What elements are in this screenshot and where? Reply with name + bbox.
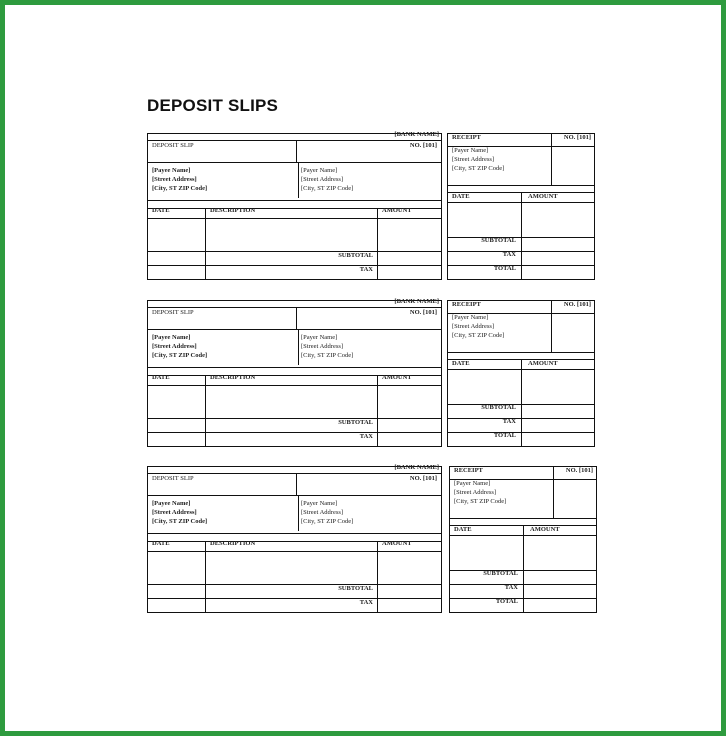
rule [298,162,299,198]
receipt-street: [Street Address] [452,323,495,330]
rule [448,404,594,405]
rule [553,467,554,518]
rule [148,432,441,433]
receipt-total-label: TOTAL [493,432,516,439]
rule [377,208,378,280]
rule [205,541,206,613]
bank-name: [BANK NAME] [394,131,439,138]
rule [448,251,594,252]
subtotal-label: SUBTOTAL [338,585,373,592]
slip-number: NO. [101] [409,142,437,149]
rule [148,329,441,330]
deposit-slip [147,133,442,280]
receipt-street: [Street Address] [454,489,497,496]
rule [448,185,594,186]
receipt-col-amount: AMOUNT [528,360,558,367]
rule [148,367,441,368]
receipt-payer-name: [Payer Name] [452,314,489,321]
receipt [449,466,597,613]
payee-name: [Payee Name] [152,167,191,174]
receipt-tax-label: TAX [502,251,516,258]
rule [448,352,594,353]
slip-label: DEPOSIT SLIP [152,475,194,482]
receipt-payer-name: [Payer Name] [454,480,491,487]
slip-number: NO. [101] [409,475,437,482]
payee-street: [Street Address] [152,509,197,516]
rule [521,359,522,447]
payer-name: [Payer Name] [301,167,338,174]
rule [298,329,299,365]
receipt-city: [City, ST ZIP Code] [452,165,505,172]
receipt-subtotal-label: SUBTOTAL [481,404,516,411]
receipt-label: RECEIPT [452,301,481,308]
rule [523,525,524,613]
rule [448,237,594,238]
receipt-col-date: DATE [452,193,470,200]
rule [450,598,596,599]
payer-name: [Payer Name] [301,334,338,341]
rule [148,218,441,219]
rule [148,598,441,599]
rule [148,584,441,585]
col-amount: AMOUNT [382,540,412,547]
tax-label: TAX [359,266,373,273]
rule [551,301,552,352]
rule [551,134,552,185]
receipt-col-amount: AMOUNT [528,193,558,200]
deposit-slip-row [147,300,599,450]
col-description: DESCRIPTION [210,374,256,381]
receipt-col-date: DATE [454,526,472,533]
receipt-city: [City, ST ZIP Code] [454,498,507,505]
deposit-slip [147,300,442,447]
deposit-slip-row [147,466,599,616]
payee-name: [Payee Name] [152,334,191,341]
payee-street: [Street Address] [152,176,197,183]
rule [148,495,441,496]
receipt-number: NO. [101] [563,301,591,308]
deposit-slip [147,466,442,613]
rule [148,162,441,163]
subtotal-label: SUBTOTAL [338,252,373,259]
rule [521,192,522,280]
col-date: DATE [152,207,170,214]
bank-name: [BANK NAME] [394,464,439,471]
receipt-city: [City, ST ZIP Code] [452,332,505,339]
rule [148,140,441,141]
rule [448,265,594,266]
rule [148,418,441,419]
rule [450,570,596,571]
rule [450,518,596,519]
col-date: DATE [152,540,170,547]
payee-city: [City, ST ZIP Code] [152,518,208,525]
receipt-total-label: TOTAL [495,598,518,605]
deposit-slip-row [147,133,599,283]
payer-name: [Payer Name] [301,500,338,507]
slip-label: DEPOSIT SLIP [152,309,194,316]
rule [377,375,378,447]
rule [148,551,441,552]
receipt-number: NO. [101] [563,134,591,141]
receipt-number: NO. [101] [565,467,593,474]
receipt-label: RECEIPT [454,467,483,474]
slip-number: NO. [101] [409,309,437,316]
receipt-label: RECEIPT [452,134,481,141]
receipt-payer-name: [Payer Name] [452,147,489,154]
bank-name: [BANK NAME] [394,298,439,305]
rule [148,251,441,252]
col-amount: AMOUNT [382,207,412,214]
rule [148,265,441,266]
rule [148,473,441,474]
slip-label: DEPOSIT SLIP [152,142,194,149]
receipt-total-label: TOTAL [493,265,516,272]
receipt-col-date: DATE [452,360,470,367]
receipt-subtotal-label: SUBTOTAL [483,570,518,577]
rule [148,307,441,308]
payee-city: [City, ST ZIP Code] [152,352,208,359]
receipt [447,300,595,447]
rule [205,375,206,447]
rule [296,473,297,495]
payee-street: [Street Address] [152,343,197,350]
rule [296,140,297,162]
payer-city: [City, ST ZIP Code] [301,352,354,359]
receipt-street: [Street Address] [452,156,495,163]
page-title: DEPOSIT SLIPS [147,96,279,115]
subtotal-label: SUBTOTAL [338,419,373,426]
rule [205,208,206,280]
payer-street: [Street Address] [301,176,344,183]
receipt [447,133,595,280]
rule [148,385,441,386]
rule [148,200,441,201]
payer-city: [City, ST ZIP Code] [301,185,354,192]
payer-street: [Street Address] [301,509,344,516]
tax-label: TAX [359,433,373,440]
rule [148,533,441,534]
rule [296,307,297,329]
receipt-col-amount: AMOUNT [530,526,560,533]
payee-name: [Payee Name] [152,500,191,507]
receipt-tax-label: TAX [502,418,516,425]
rule [448,418,594,419]
receipt-tax-label: TAX [504,584,518,591]
payer-street: [Street Address] [301,343,344,350]
payer-city: [City, ST ZIP Code] [301,518,354,525]
rule [450,584,596,585]
col-description: DESCRIPTION [210,207,256,214]
col-description: DESCRIPTION [210,540,256,547]
col-date: DATE [152,374,170,381]
rule [298,495,299,531]
tax-label: TAX [359,599,373,606]
rule [377,541,378,613]
payee-city: [City, ST ZIP Code] [152,185,208,192]
rule [448,432,594,433]
col-amount: AMOUNT [382,374,412,381]
receipt-subtotal-label: SUBTOTAL [481,237,516,244]
